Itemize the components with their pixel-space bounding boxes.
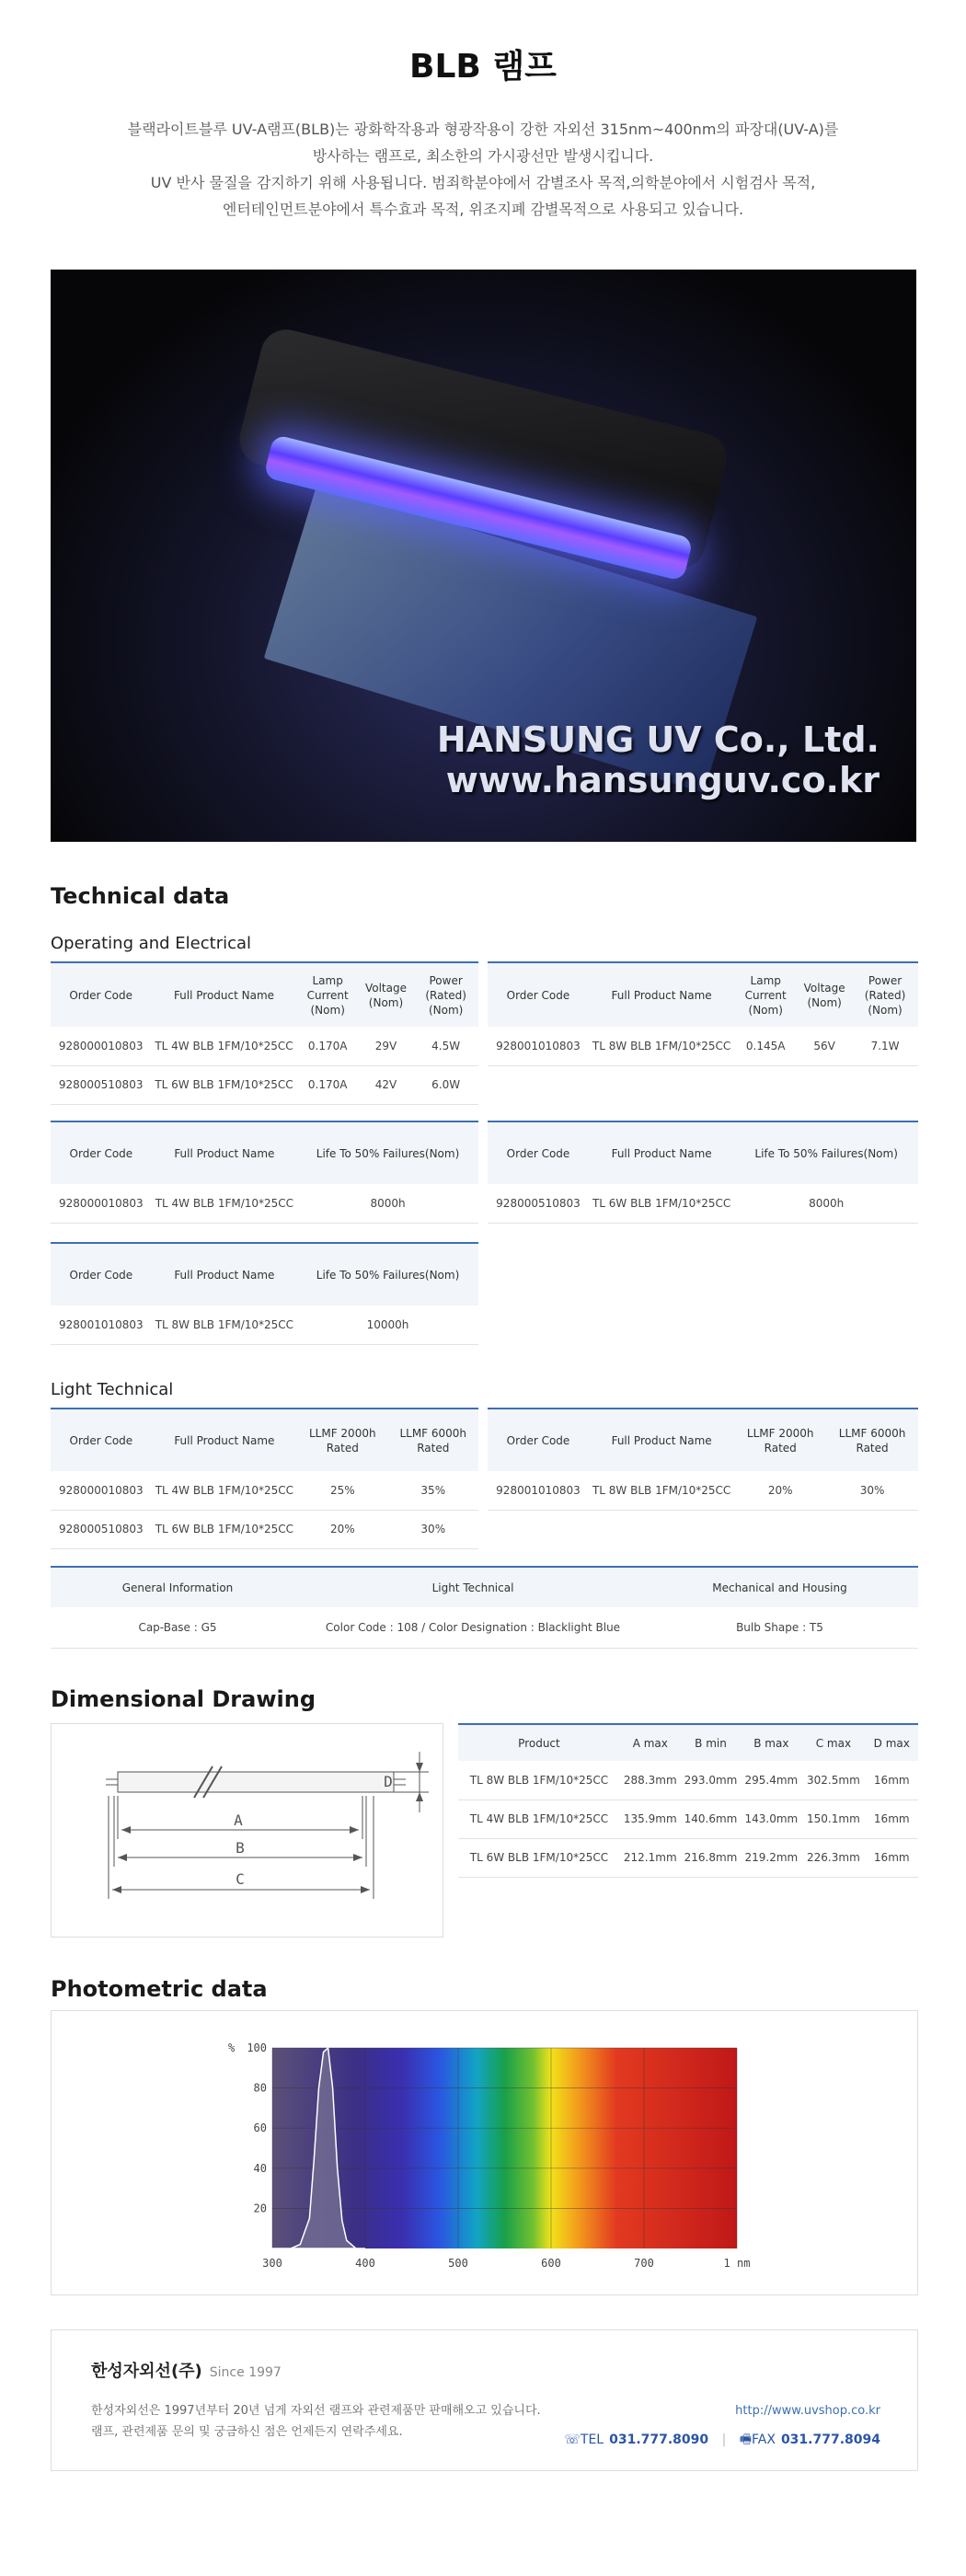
col-header: Product (458, 1724, 620, 1761)
table-row (51, 1510, 478, 1548)
table-cell: TL 8W BLB 1FM/10*25CC (589, 1471, 734, 1510)
table-row (488, 1184, 918, 1223)
col-header: Full Product Name (589, 1121, 734, 1184)
table-cell: 10000h (297, 1305, 478, 1344)
table-cell: Bulb Shape : T5 (641, 1607, 918, 1648)
table-cell: 219.2mm (741, 1838, 801, 1877)
table-row (488, 1471, 918, 1510)
technical-heading: Technical data (51, 883, 230, 909)
y-tick-label: 100 (247, 2041, 267, 2054)
desc-line: 한성자외선은 1997년부터 20년 넘게 자외선 램프와 관련제품만 판매해오고 있습니다. (91, 2404, 541, 2418)
col-header: Full Product Name (152, 1243, 297, 1305)
y-tick-label: 20 (253, 2202, 267, 2215)
col-header: Voltage (Nom) (797, 962, 852, 1027)
table-row (488, 1027, 918, 1065)
table-row (51, 1607, 918, 1648)
dimension-table (458, 1723, 918, 1878)
table-cell: 928001010803 (488, 1471, 589, 1510)
table-row (51, 1027, 478, 1065)
col-header: B min (681, 1724, 742, 1761)
lamp-drawing-svg (52, 1724, 444, 1938)
table-cell: 143.0mm (741, 1800, 801, 1838)
table-cell: 226.3mm (801, 1838, 865, 1877)
table-row (458, 1800, 918, 1838)
table-cell: 928000510803 (51, 1065, 151, 1104)
table-cell: 29V (359, 1027, 414, 1065)
table-cell: 302.5mm (801, 1761, 865, 1800)
col-header: Order Code (488, 1409, 589, 1471)
col-header: Order Code (51, 1243, 152, 1305)
table-cell: 928000010803 (51, 1184, 152, 1223)
table-cell: 0.170A (297, 1065, 359, 1104)
desc-line: 램프, 관련제품 문의 및 궁금하신 점은 언제든지 연락주세요. (91, 2425, 403, 2439)
table-cell: 293.0mm (681, 1761, 742, 1800)
table-cell: 16mm (866, 1800, 919, 1838)
col-header: Order Code (488, 962, 589, 1027)
table-cell: 20% (297, 1510, 387, 1548)
col-header: Full Product Name (589, 1409, 734, 1471)
table-cell: 928000510803 (51, 1510, 152, 1548)
watermark-url: www.hansunguv.co.kr (445, 760, 880, 800)
table-cell: 16mm (866, 1761, 919, 1800)
table-cell: 295.4mm (741, 1761, 801, 1800)
col-header: B max (741, 1724, 801, 1761)
contact-info (564, 2430, 880, 2452)
photometric-heading: Photometric data (51, 1976, 268, 2002)
table-row (458, 1838, 918, 1877)
table-cell: 135.9mm (620, 1800, 681, 1838)
col-header: C max (801, 1724, 865, 1761)
col-header: Life To 50% Failures(Nom) (734, 1121, 918, 1184)
table-row (458, 1761, 918, 1800)
x-tick-label: 700 (634, 2257, 654, 2270)
dimensional-heading: Dimensional Drawing (51, 1686, 316, 1712)
table-cell: 0.145A (734, 1027, 797, 1065)
electrical-table-left (51, 961, 478, 1105)
col-header: LLMF 2000h Rated (297, 1409, 387, 1471)
col-header: Light Technical (305, 1567, 641, 1607)
table-cell: 928000010803 (51, 1471, 152, 1510)
table-cell: TL 4W BLB 1FM/10*25CC (152, 1184, 297, 1223)
table-cell: 42V (359, 1065, 414, 1104)
intro-line: 블랙라이트블루 UV-A램프(BLB)는 광화학작용과 형광작용이 강한 자외선 315nm~400nm의 파장대(UV-A)를 (127, 121, 839, 138)
divider: | (721, 2432, 727, 2447)
col-header: Voltage (Nom) (359, 962, 414, 1027)
x-tick-label: 500 (448, 2257, 468, 2270)
llmf-table-left (51, 1408, 478, 1549)
table-cell: 212.1mm (620, 1838, 681, 1877)
since-label: Since 1997 (209, 2365, 282, 2380)
table-cell: 150.1mm (801, 1800, 865, 1838)
col-header: Power (Rated) (Nom) (413, 962, 478, 1027)
photo-watermark (437, 719, 880, 800)
table-cell: Color Code : 108 / Color Designation : Blacklight Blue (305, 1607, 641, 1648)
watermark-company: HANSUNG UV Co., Ltd. (436, 719, 880, 760)
tel-label: TEL (580, 2432, 604, 2447)
table-cell: TL 8W BLB 1FM/10*25CC (589, 1027, 734, 1065)
col-header: A max (620, 1724, 681, 1761)
general-info-table (51, 1566, 918, 1649)
table-cell: 56V (797, 1027, 852, 1065)
fax-label: FAX (752, 2432, 776, 2447)
dim-label-d: D (384, 1773, 393, 1790)
x-tick-label: 1 nm (723, 2257, 751, 2270)
col-header: Full Product Name (589, 962, 734, 1027)
table-row (51, 1065, 478, 1104)
table-cell: 35% (388, 1471, 478, 1510)
table-cell: 25% (297, 1471, 387, 1510)
col-header: LLMF 2000h Rated (734, 1409, 826, 1471)
table-row (51, 1305, 478, 1344)
table-cell: Cap-Base : G5 (51, 1607, 305, 1648)
phone-icon: ☏ (564, 2432, 581, 2447)
footer (51, 2329, 918, 2471)
spectrum-chart (52, 2011, 919, 2296)
life-table-c (51, 1242, 478, 1345)
dim-label-b: B (236, 1839, 245, 1857)
table-cell: 140.6mm (681, 1800, 742, 1838)
col-header: Order Code (51, 962, 151, 1027)
table-cell: TL 6W BLB 1FM/10*25CC (151, 1065, 296, 1104)
table-cell: TL 8W BLB 1FM/10*25CC (458, 1761, 620, 1800)
table-cell: 216.8mm (681, 1838, 742, 1877)
col-header: LLMF 6000h Rated (826, 1409, 918, 1471)
table-cell: 928001010803 (51, 1305, 152, 1344)
col-header: Lamp Current (Nom) (297, 962, 359, 1027)
company-name (91, 2358, 282, 2382)
light-technical-heading: Light Technical (51, 1380, 174, 1399)
col-header: Full Product Name (152, 1121, 297, 1184)
table-cell: 0.170A (297, 1027, 359, 1065)
table-cell: 20% (734, 1471, 826, 1510)
intro-line: UV 반사 물질을 감지하기 위해 사용됩니다. 범죄학분야에서 감별조사 목적,의학분야에서 시험검사 목적, (150, 174, 816, 191)
col-header: Order Code (51, 1409, 152, 1471)
fax-number: 031.777.8094 (780, 2432, 880, 2447)
table-row (51, 1471, 478, 1510)
company-label: 한성자외선(주) (91, 2362, 202, 2381)
website-link[interactable]: http://www.uvshop.co.kr (735, 2404, 880, 2418)
table-row (51, 1184, 478, 1223)
table-cell: TL 4W BLB 1FM/10*25CC (152, 1471, 297, 1510)
table-cell: TL 6W BLB 1FM/10*25CC (589, 1184, 734, 1223)
col-header: Full Product Name (151, 962, 296, 1027)
table-cell: 30% (826, 1471, 918, 1510)
y-tick-label: 80 (253, 2081, 267, 2095)
table-cell: 30% (388, 1510, 478, 1548)
operating-heading: Operating and Electrical (51, 934, 252, 953)
lamp-tube-outline (118, 1772, 394, 1792)
table-cell: TL 4W BLB 1FM/10*25CC (151, 1027, 296, 1065)
intro-line: 엔터테인먼트분야에서 특수효과 목적, 위조지폐 감별목적으로 사용되고 있습니다. (222, 201, 744, 218)
tel-number[interactable]: 031.777.8090 (609, 2432, 709, 2447)
electrical-table-right (488, 961, 918, 1066)
y-axis-label: % (228, 2041, 236, 2054)
col-header: Lamp Current (Nom) (734, 962, 797, 1027)
table-cell: TL 8W BLB 1FM/10*25CC (152, 1305, 297, 1344)
company-description (91, 2400, 541, 2443)
table-cell: TL 4W BLB 1FM/10*25CC (458, 1800, 620, 1838)
llmf-table-right (488, 1408, 918, 1511)
table-cell: 288.3mm (620, 1761, 681, 1800)
dim-label-c: C (236, 1870, 245, 1888)
table-cell: 8000h (297, 1184, 478, 1223)
col-header: Life To 50% Failures(Nom) (297, 1121, 478, 1184)
x-tick-label: 600 (541, 2257, 561, 2270)
x-tick-label: 300 (262, 2257, 282, 2270)
intro-text (92, 116, 874, 223)
table-cell: TL 6W BLB 1FM/10*25CC (152, 1510, 297, 1548)
life-table-b (488, 1121, 918, 1224)
fax-icon: 🖷 (739, 2432, 752, 2447)
dimensional-drawing (51, 1723, 443, 1938)
col-header: D max (866, 1724, 919, 1761)
table-cell: 928000010803 (51, 1027, 151, 1065)
table-cell: 8000h (734, 1184, 918, 1223)
col-header: Mechanical and Housing (641, 1567, 918, 1607)
col-header: Power (Rated) (Nom) (852, 962, 918, 1027)
col-header: LLMF 6000h Rated (388, 1409, 478, 1471)
col-header: General Information (51, 1567, 305, 1607)
table-cell: 928001010803 (488, 1027, 589, 1065)
table-cell: 928000510803 (488, 1184, 589, 1223)
col-header: Full Product Name (152, 1409, 297, 1471)
page-title: BLB 램프 (409, 48, 557, 86)
dim-label-a: A (234, 1811, 243, 1829)
y-tick-label: 40 (253, 2161, 267, 2175)
table-cell: 16mm (866, 1838, 919, 1877)
intro-line: 방사하는 램프로, 최소한의 가시광선만 발생시킵니다. (312, 147, 654, 165)
table-cell: 7.1W (852, 1027, 918, 1065)
life-table-a (51, 1121, 478, 1224)
y-tick-label: 60 (253, 2122, 267, 2135)
col-header: Order Code (51, 1121, 152, 1184)
table-cell: 4.5W (413, 1027, 478, 1065)
table-cell: TL 6W BLB 1FM/10*25CC (458, 1838, 620, 1877)
col-header: Life To 50% Failures(Nom) (297, 1243, 478, 1305)
photometric-chart-box (51, 2010, 918, 2295)
product-photo (51, 270, 916, 842)
table-cell: 6.0W (413, 1065, 478, 1104)
x-tick-label: 400 (355, 2257, 375, 2270)
col-header: Order Code (488, 1121, 589, 1184)
